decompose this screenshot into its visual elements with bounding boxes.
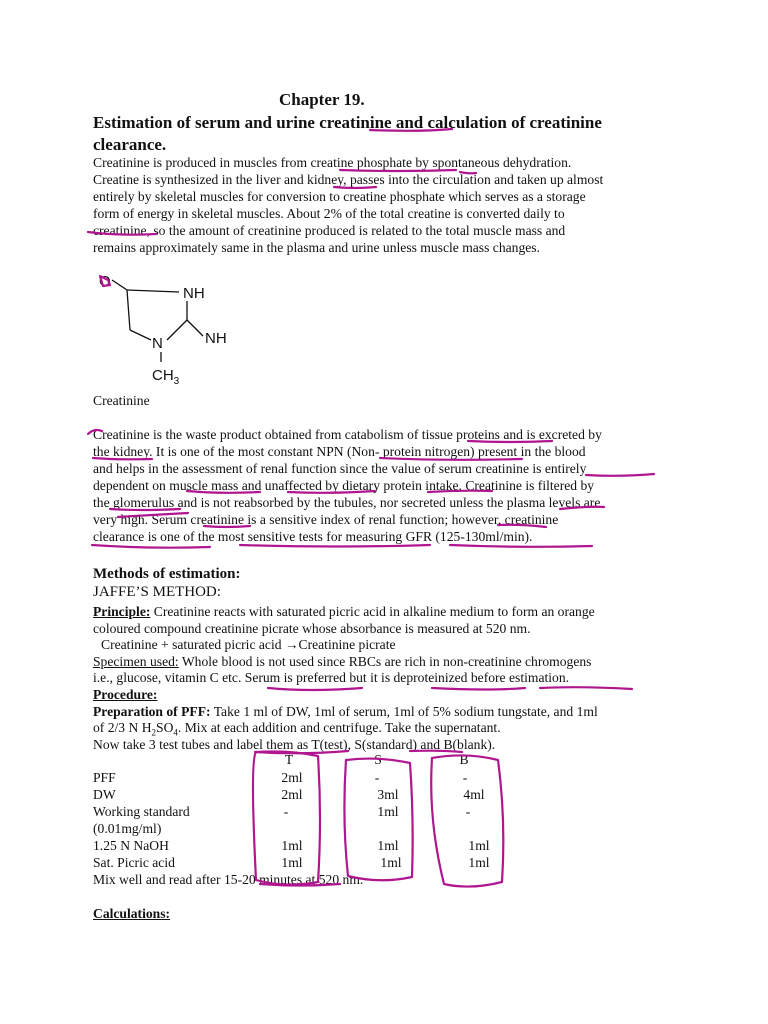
chapter-title: Estimation of serum and urine creatinine and calculation of creatinine clearance. <box>93 113 602 154</box>
pff-text: Take 1 ml of DW, 1ml of serum, 1ml of 5% sodium tungstate, and 1ml <box>210 704 598 719</box>
calculations-label: Calculations: <box>93 906 171 921</box>
intro-line: Creatinine is produced in muscles from creatine phosphate by spontaneous dehydration. <box>93 155 572 170</box>
intro-line: entirely by skeletal muscles for conversion to creatine phosphate which serves as a storage <box>93 189 586 204</box>
table-row-label: PFF <box>93 770 116 785</box>
underline-stroke <box>450 545 592 547</box>
table-cell: 3ml <box>377 787 399 802</box>
column-header-standard: S <box>374 752 382 767</box>
table-row-label: Sat. Picric acid <box>93 855 175 870</box>
underline-stroke <box>240 545 430 547</box>
para2-line: dependent on muscle mass and unaffected by dietary protein intake. Creatinine is filtered by <box>93 478 595 493</box>
structure-nh-imine-label: NH <box>205 330 227 347</box>
chapter-number: Chapter 19. <box>279 90 365 109</box>
table-cell: 1ml <box>377 838 399 853</box>
table-cell: 1ml <box>281 855 303 870</box>
table-row-label: (0.01mg/ml) <box>93 821 162 836</box>
para2-line: and helps in the assessment of renal function since the value of serum creatinine is entirely <box>93 461 587 476</box>
underline-stroke <box>432 688 525 690</box>
para2-line: very high. Serum creatinine is a sensitive index of renal function; however, creatinine <box>93 512 559 527</box>
methods-heading: Methods of estimation: <box>93 566 241 582</box>
table-cell: - <box>465 804 471 819</box>
table-cell: 1ml <box>468 838 490 853</box>
column-header-test: T <box>284 752 294 767</box>
reaction-equation: Creatinine + saturated picric acid →Creatinine picrate <box>101 637 396 652</box>
specimen-label: Specimen used: <box>93 654 179 669</box>
table-cell: 1ml <box>377 804 399 819</box>
pff-line-2: of 2/3 N $H_2SO_4$. Mix at each addition and centrifuge. Take the supernatant. <box>93 720 501 738</box>
table-row-label: 1.25 N NaOH <box>93 838 169 853</box>
intro-line: Creatine is synthesized in the liver and kidney, passes into the circulation and taken up almost <box>93 172 604 187</box>
pff-label: Preparation of PFF: <box>93 704 211 719</box>
table-cell: - <box>374 770 380 785</box>
mix-instruction: Mix well and read after 15-20 minutes at 520 nm. <box>93 872 364 887</box>
table-cell: 4ml <box>463 787 485 802</box>
structure-n-label: N <box>152 335 163 352</box>
specimen-line-2: i.e., glucose, vitamin C etc. Serum is preferred but it is deproteinized before estimation. <box>93 670 570 685</box>
para2-line: Creatinine is the waste product obtained from catabolism of tissue proteins and is excreted by <box>93 427 602 442</box>
specimen-text: Whole blood is not used since RBCs are rich in non-creatinine chromogens <box>178 654 592 669</box>
table-row-label: Working standard <box>93 804 190 819</box>
structure-methyl-label: $CH_3$ <box>152 367 180 387</box>
intro-line: creatinine, so the amount of creatinine produced is related to the total muscle mass and <box>93 223 566 238</box>
table-row-label: DW <box>93 787 116 802</box>
structure-nh-label: NH <box>183 285 205 302</box>
pff-line <box>93 704 598 720</box>
principle-line-2: coloured compound creatinine picrate whose absorbance is measured at 520 nm. <box>93 621 531 636</box>
column-header-blank: B <box>459 752 469 767</box>
table-cell: 2ml <box>281 770 303 785</box>
para2-line: the glomerulus and is not reabsorbed by the tubules, nor secreted unless the plasma levels are <box>93 495 601 510</box>
underline-stroke <box>586 474 654 476</box>
principle-label: Principle: <box>93 604 151 619</box>
tubes-instruction: Now take 3 test tubes and label them as T(test), S(standard) and B(blank). <box>93 737 496 752</box>
intro-line: remains approximately same in the plasma and urine unless muscle mass changes. <box>93 240 540 255</box>
jaffe-method-heading: JAFFE’S METHOD: <box>93 584 221 600</box>
para2-line: the kidney. It is one of the most constant NPN (Non- protein nitrogen) present in the blood <box>93 444 586 459</box>
underline-stroke <box>268 688 362 690</box>
table-cell: - <box>462 770 468 785</box>
structure-caption: Creatinine <box>93 393 150 408</box>
table-cell: 1ml <box>380 855 402 870</box>
underline-stroke <box>540 687 632 689</box>
intro-line: form of energy in skeletal muscles. About 2% of the total creatine is converted daily to <box>93 206 565 221</box>
procedure-label: Procedure: <box>93 687 158 702</box>
structure-oxygen-label: O <box>99 273 111 290</box>
para2-line: clearance is one of the most sensitive tests for measuring GFR (125-130ml/min). <box>93 529 533 544</box>
table-cell: 1ml <box>281 838 303 853</box>
underline-stroke <box>92 545 210 548</box>
specimen-line <box>93 654 591 670</box>
table-cell: 2ml <box>281 787 303 802</box>
principle-text: Creatinine reacts with saturated picric acid in alkaline medium to form an orange <box>150 604 595 619</box>
principle-line <box>93 604 595 620</box>
table-cell: - <box>283 804 289 819</box>
creatinine-structure-diagram <box>95 268 245 388</box>
table-cell: 1ml <box>468 855 490 870</box>
